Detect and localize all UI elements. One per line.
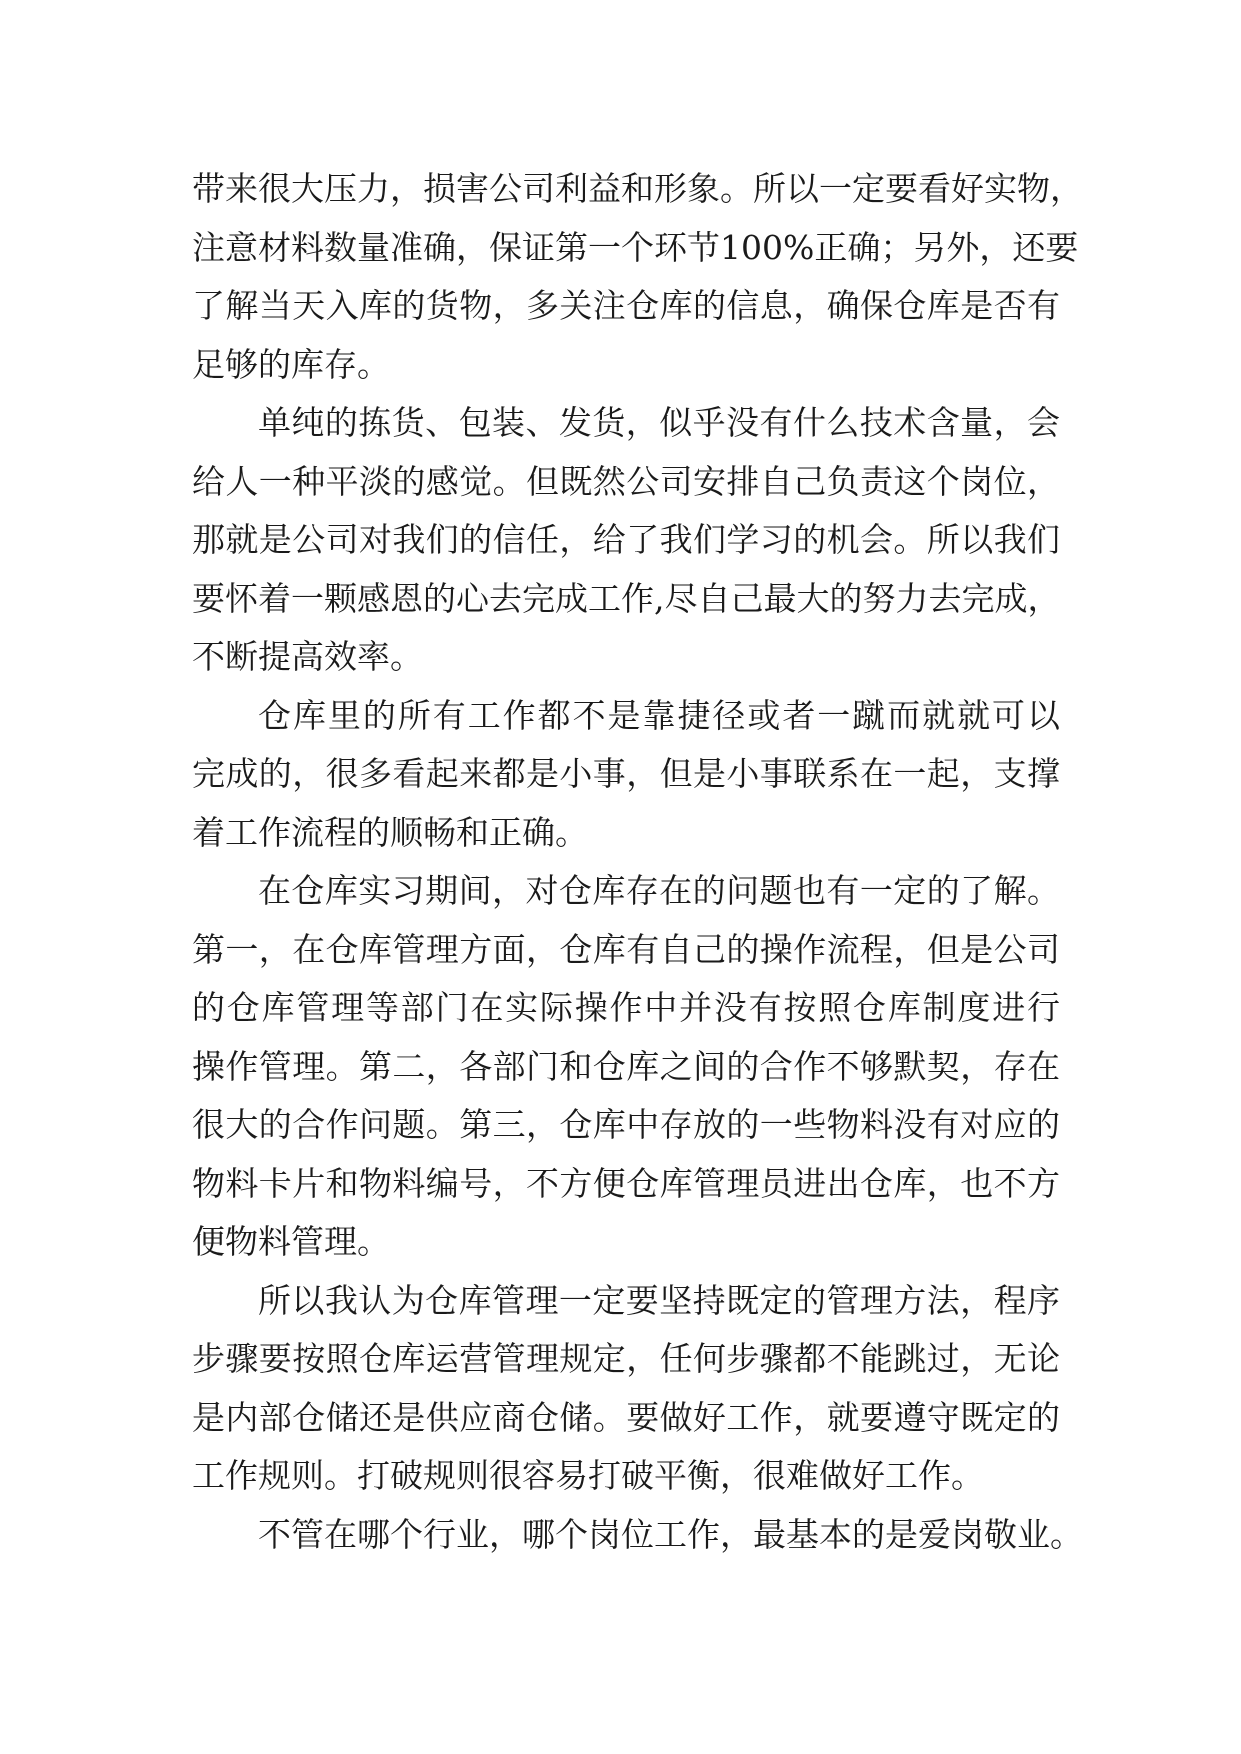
text-line: 要怀着一颗感恩的心去完成工作,尽自己最大的努力去完成， xyxy=(192,578,1061,618)
text-line: 不断提高效率。 xyxy=(192,637,423,676)
paragraph-first-line: 不管在哪个行业，哪个岗位工作，最基本的是爱岗敬业。 xyxy=(258,1514,1083,1554)
text-line: 注意材料数量准确，保证第一个环节100%正确；另外，还要 xyxy=(192,227,1079,267)
text-line: 完成的，很多看起来都是小事，但是小事联系在一起，支撑 xyxy=(192,754,1060,793)
text-line: 步骤要按照仓库运营管理规定，任何步骤都不能跳过，无论 xyxy=(192,1339,1060,1378)
paragraph-first-line: 单纯的拣货、包装、发货，似乎没有什么技术含量，会 xyxy=(258,403,1060,442)
text-line: 很大的合作问题。第三，仓库中存放的一些物料没有对应的 xyxy=(192,1105,1060,1144)
text-line: 着工作流程的顺畅和正确。 xyxy=(192,812,588,852)
text-line: 给人一种平淡的感觉。但既然公司安排自己负责这个岗位， xyxy=(192,461,1060,501)
text-line: 工作规则。打破规则很容易打破平衡，很难做好工作。 xyxy=(192,1456,984,1495)
text-line: 是内部仓储还是供应商仓储。要做好工作，就要遵守既定的 xyxy=(192,1397,1060,1437)
text-line: 便物料管理。 xyxy=(192,1222,390,1261)
text-line: 带来很大压力，损害公司利益和形象。所以一定要看好实物， xyxy=(192,169,1083,208)
paragraph-first-line: 在仓库实习期间，对仓库存在的问题也有一定的了解。 xyxy=(258,871,1060,910)
paragraph-first-line: 所以我认为仓库管理一定要坚持既定的管理方法，程序 xyxy=(258,1280,1060,1320)
text-line: 的仓库管理等部门在实际操作中并没有按照仓库制度进行 xyxy=(192,988,1060,1027)
text-line: 第一，在仓库管理方面，仓库有自己的操作流程，但是公司 xyxy=(192,929,1060,969)
text-line: 了解当天入库的货物，多关注仓库的信息，确保仓库是否有 xyxy=(192,286,1060,325)
text-line: 物料卡片和物料编号，不方便仓库管理员进出仓库，也不方 xyxy=(192,1163,1060,1203)
paragraph-first-line: 仓库里的所有工作都不是靠捷径或者一蹴而就就可以 xyxy=(258,695,1060,735)
body-text xyxy=(192,160,1083,1564)
text-line: 操作管理。第二，各部门和仓库之间的合作不够默契，存在 xyxy=(192,1046,1060,1086)
text-line: 足够的库存。 xyxy=(192,344,390,384)
text-line: 那就是公司对我们的信任，给了我们学习的机会。所以我们 xyxy=(192,520,1060,559)
